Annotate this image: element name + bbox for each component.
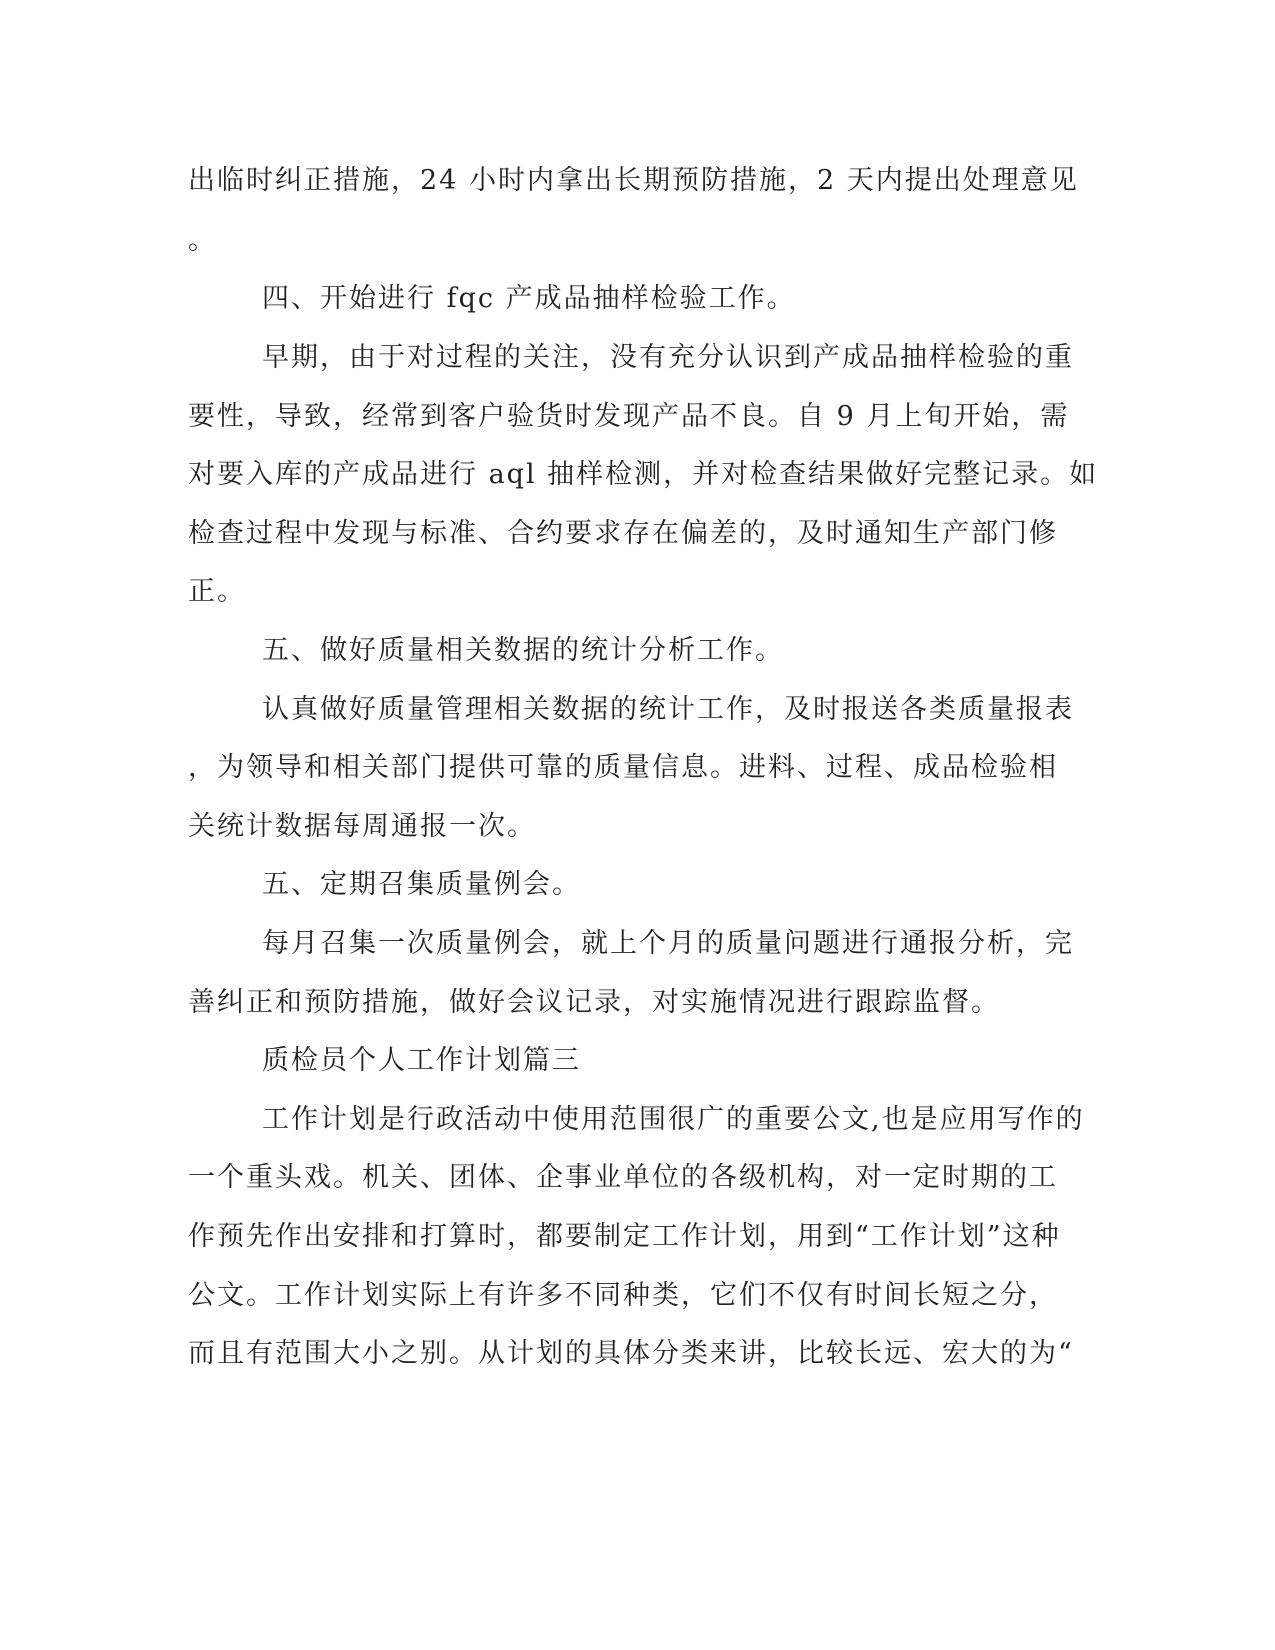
section-heading: 四、开始进行 fqc 产成品抽样检验工作。 <box>262 283 796 314</box>
paragraph-line: 工作计划是行政活动中使用范围很广的重要公文,也是应用写作的 <box>262 1104 1085 1135</box>
paragraph-line: 善纠正和预防措施，做好会议记录，对实施情况进行跟踪监督。 <box>188 987 1000 1018</box>
paragraph-line: 早期，由于对过程的关注，没有充分认识到产成品抽样检验的重 <box>262 342 1074 373</box>
paragraph-line: 而且有范围大小之别。从计划的具体分类来讲，比较长远、宏大的为“ <box>188 1338 1074 1369</box>
paragraph-line: 。 <box>188 225 217 256</box>
paragraph-line: 每月召集一次质量例会，就上个月的质量问题进行通报分析，完 <box>262 928 1074 959</box>
paragraph-line: 要性，导致，经常到客户验货时发现产品不良。自 9 月上旬开始，需 <box>188 401 1070 432</box>
paragraph-line: 关统计数据每周通报一次。 <box>188 811 536 842</box>
paragraph-line: 对要入库的产成品进行 aql 抽样检测，并对检查结果做好完整记录。如 <box>188 459 1099 490</box>
paragraph-line: 正。 <box>188 576 246 607</box>
paragraph-line: ，为领导和相关部门提供可靠的质量信息。进料、过程、成品检验相 <box>188 752 1058 783</box>
paragraph-line: 出临时纠正措施，24 小时内拿出长期预防措施，2 天内提出处理意见 <box>188 165 1079 196</box>
paragraph-line: 作预先作出安排和打算时，都要制定工作计划，用到“工作计划”这种 <box>188 1221 1061 1252</box>
paragraph-line: 检查过程中发现与标准、合约要求存在偏差的，及时通知生产部门修 <box>188 518 1058 549</box>
paragraph-line: 公文。工作计划实际上有许多不同种类，它们不仅有时间长短之分， <box>188 1280 1058 1311</box>
section-heading: 五、定期召集质量例会。 <box>262 869 581 900</box>
paragraph-line: 一个重头戏。机关、团体、企事业单位的各级机构，对一定时期的工 <box>188 1162 1058 1193</box>
chapter-title: 质检员个人工作计划篇三 <box>262 1045 581 1076</box>
paragraph-line: 认真做好质量管理相关数据的统计工作，及时报送各类质量报表 <box>262 694 1074 725</box>
section-heading: 五、做好质量相关数据的统计分析工作。 <box>262 635 784 666</box>
